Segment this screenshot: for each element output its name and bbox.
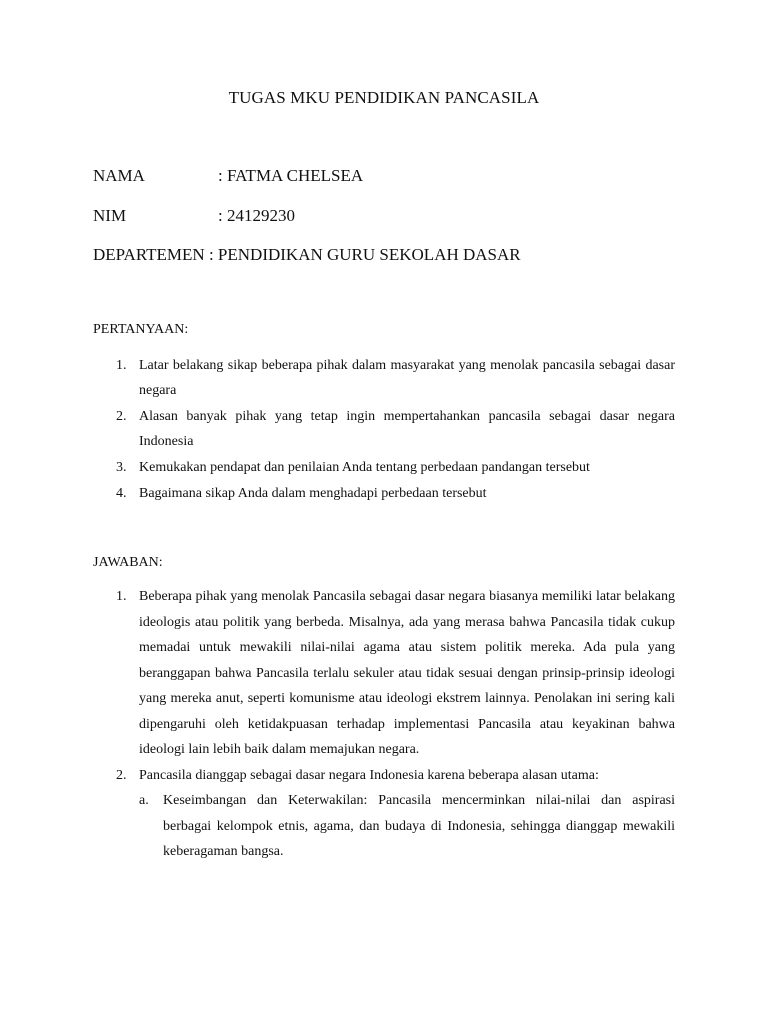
answer-text: Pancasila dianggap sebagai dasar negara Indonesia karena beberapa alasan utama:	[139, 767, 599, 783]
answer-sublist	[139, 788, 675, 865]
document-title: TUGAS MKU PENDIDIKAN PANCASILA	[228, 88, 540, 107]
name-label: NAMA	[93, 166, 145, 185]
question-number: 1.	[116, 358, 127, 373]
nim-value: : 24129230	[218, 206, 295, 225]
questions-list	[93, 353, 675, 507]
nim-row	[93, 206, 295, 226]
answers-list	[93, 584, 675, 865]
answer-text: Beberapa pihak yang menolak Pancasila sebagai dasar negara biasanya memiliki latar belakang ideologis atau politik yang berbeda. Misalnya, ada yang merasa bahwa Pancasila tidak cukup memadai untuk mewakili nilai-nilai agama atau sistem politik mereka. Ada pula yang beranggapan bahwa Pancasila terlalu sekuler atau tidak sesuai dengan prinsip-prinsip ideologi yang mereka anut, seperti komunisme atau ideologi ekstrem lainnya. Penolakan ini sering kali dipengaruhi oleh ketidakpuasan terhadap implementasi Pancasila atau keyakinan bahwa ideologi lain lebih baik dalam memajukan negara.	[139, 589, 675, 757]
question-item	[93, 481, 675, 506]
question-number: 3.	[116, 460, 127, 475]
question-number: 2.	[116, 409, 127, 424]
answer-item	[93, 584, 675, 763]
name-row	[93, 166, 363, 186]
question-text: Bagaimana sikap Anda dalam menghadapi perbedaan tersebut	[139, 486, 487, 501]
answer-subitem	[139, 788, 675, 865]
department-value: : PENDIDIKAN GURU SEKOLAH DASAR	[204, 245, 521, 264]
question-text: Latar belakang sikap beberapa pihak dalam masyarakat yang menolak pancasila sebagai dasar negara	[139, 358, 675, 398]
questions-heading: PERTANYAAN:	[93, 322, 189, 337]
answer-number: 1.	[116, 589, 127, 604]
answer-subitem-text: Keseimbangan dan Keterwakilan: Pancasila mencerminkan nilai-nilai dan aspirasi berbagai kelompok etnis, agama, dan budaya di Indonesia, sehingga dianggap mewakili keberagaman bangsa.	[163, 793, 675, 859]
nim-label: NIM	[93, 206, 127, 225]
question-item	[93, 404, 675, 454]
question-text: Alasan banyak pihak yang tetap ingin mempertahankan pancasila sebagai dasar negara Indonesia	[139, 409, 675, 449]
answer-number: 2.	[116, 767, 127, 783]
answer-subitem-letter: a.	[139, 793, 149, 808]
name-value: : FATMA CHELSEA	[218, 166, 364, 185]
department-row	[93, 245, 521, 265]
department-label: DEPARTEMEN	[93, 245, 205, 264]
answers-heading: JAWABAN:	[93, 555, 163, 570]
question-item	[93, 455, 675, 480]
question-number: 4.	[116, 486, 127, 501]
answer-item	[93, 763, 675, 865]
question-text: Kemukakan pendapat dan penilaian Anda tentang perbedaan pandangan tersebut	[139, 460, 590, 475]
question-item	[93, 353, 675, 403]
